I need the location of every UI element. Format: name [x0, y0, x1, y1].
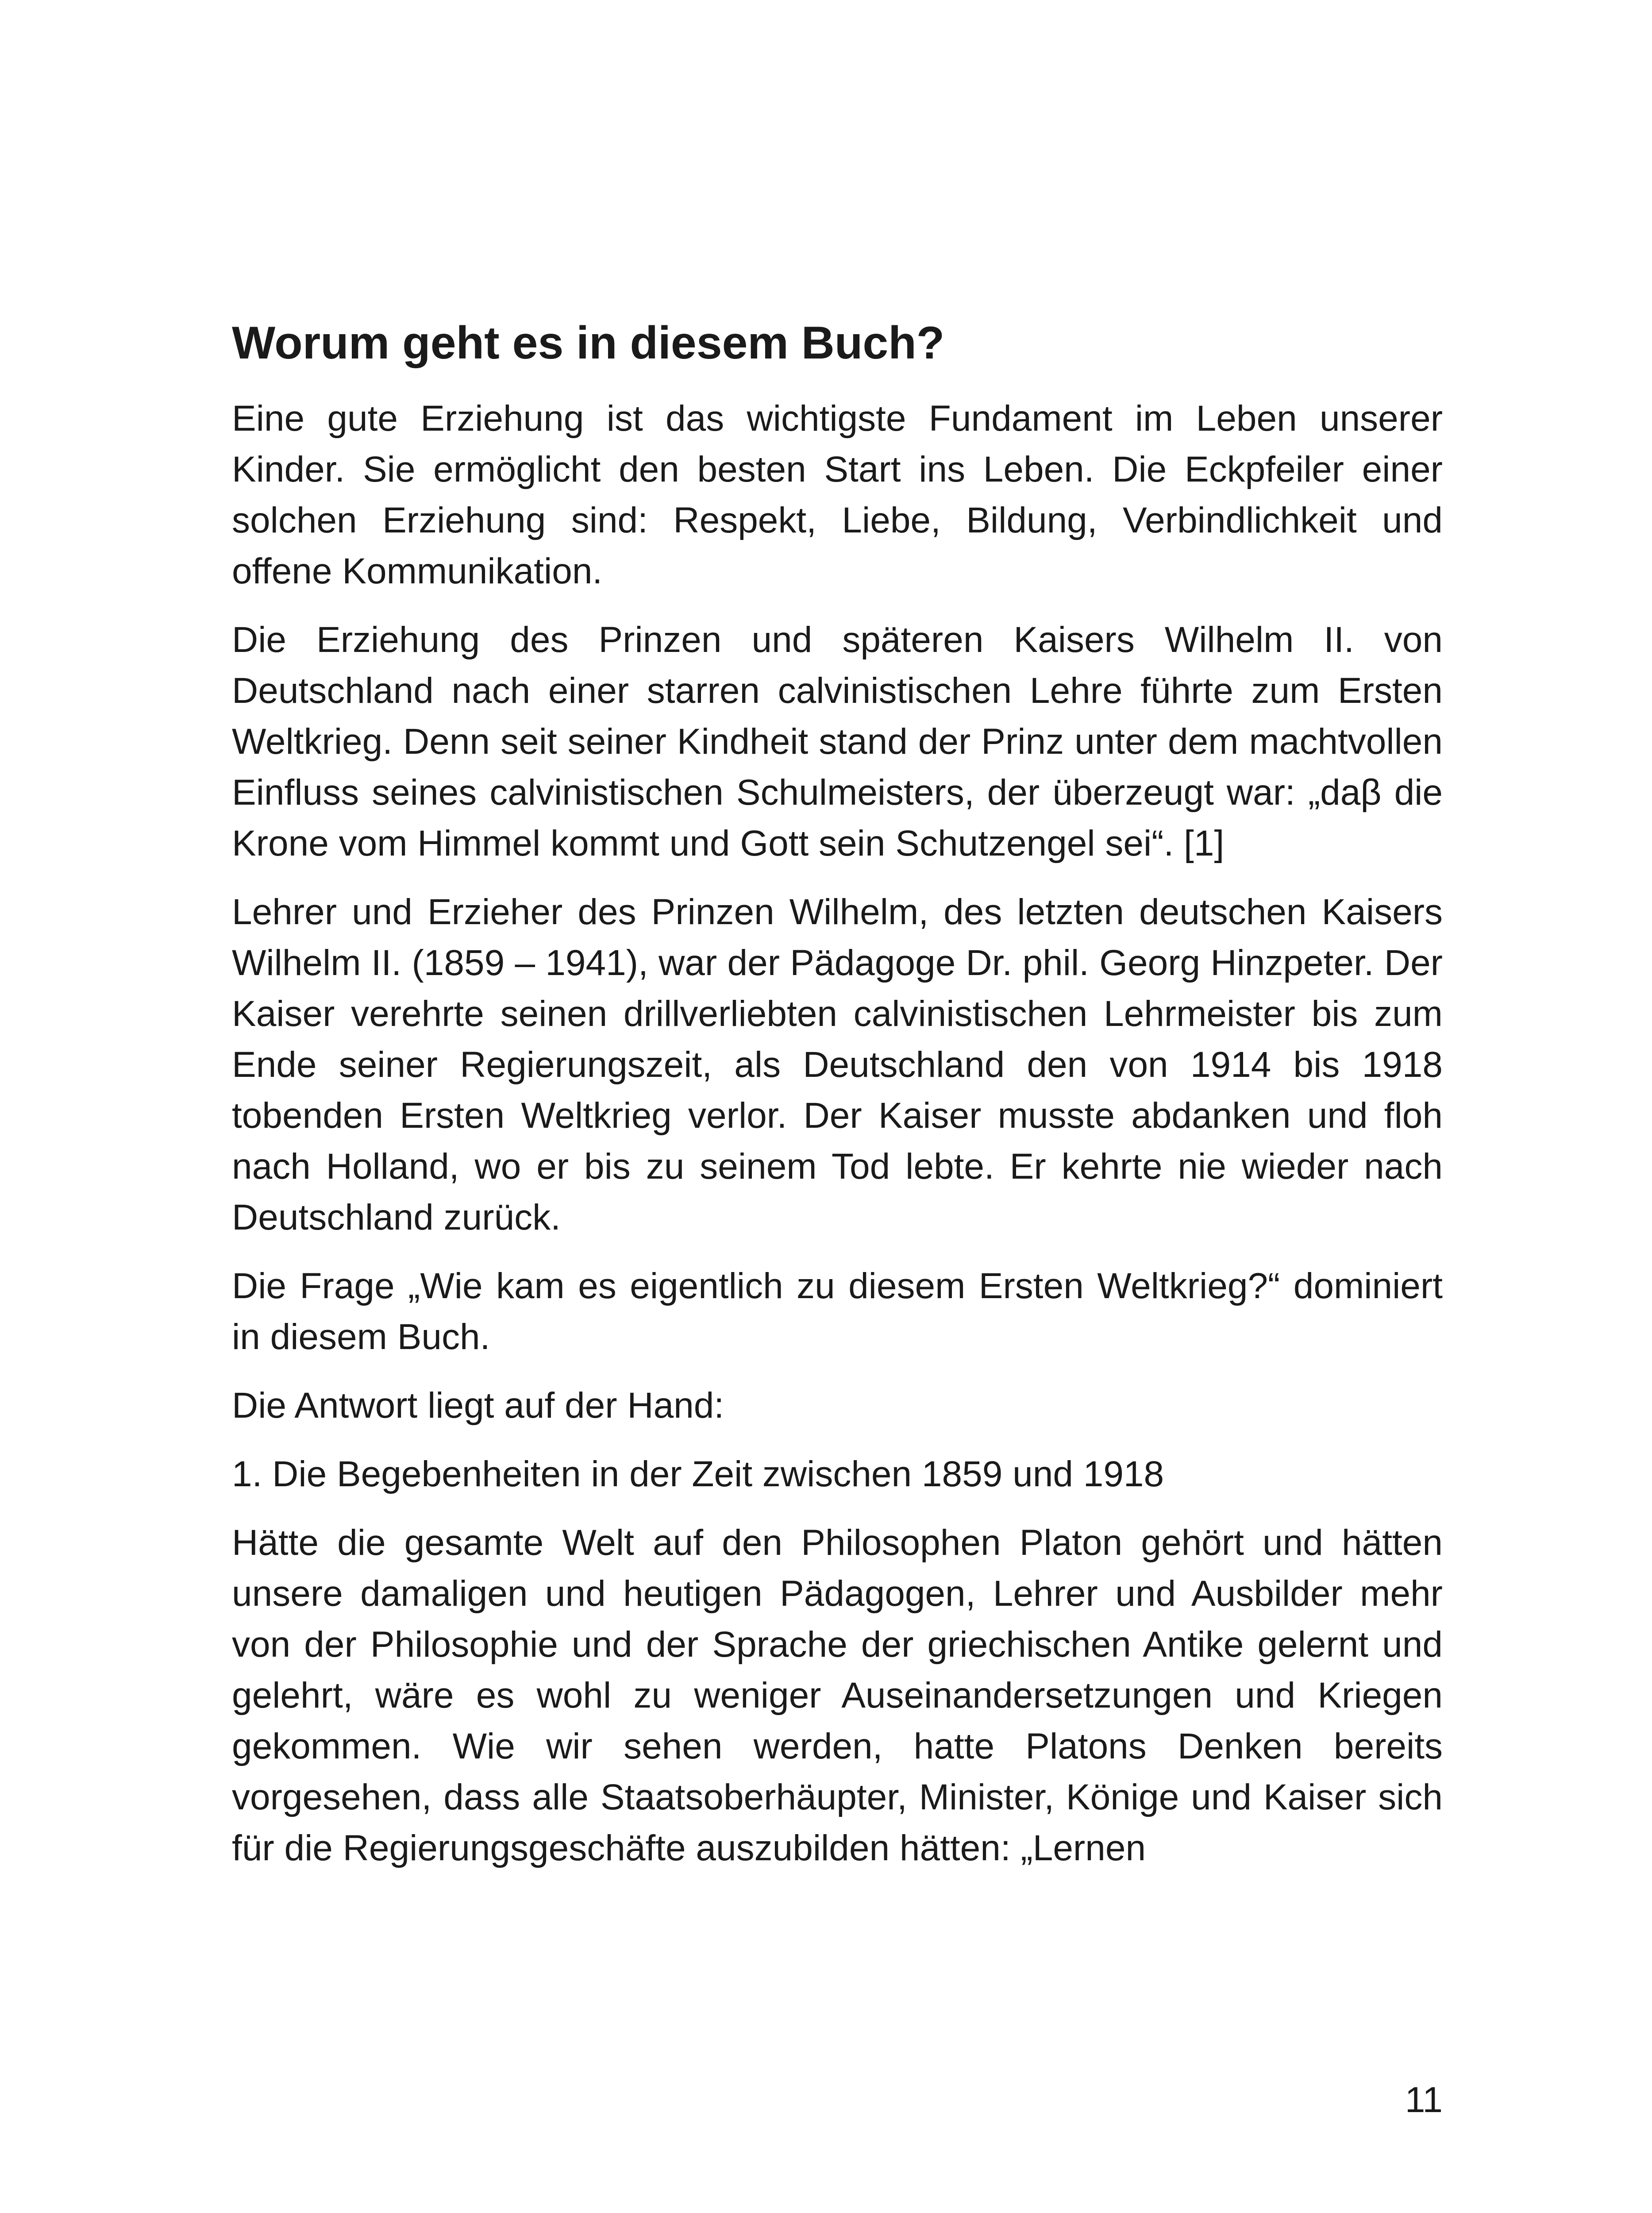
paragraph-teacher: Lehrer und Erzieher des Prinzen Wilhelm, des letzten deutschen Kaisers Wilhelm II. (1859 – 1941), war der Pädagoge Dr. phil. Georg Hinzpeter. Der Kaiser verehrte seinen drillverliebten calvinistischen Lehrmeister bis zum Ende seiner Regierungszeit, als Deutschland den von 1914 bis 1918 tobenden Ersten Weltkrieg verlor. Der Kaiser musste abdanken und floh nach Holland, wo er bis zu seinem Tod lebte. Er kehrte nie wieder nach Deutschland zurück. [232, 892, 1443, 1238]
paragraph-intro: Eine gute Erziehung ist das wichtigste Fundament im Leben unserer Kinder. Sie ermöglicht den besten Start ins Leben. Die Eckpfeiler einer solchen Erziehung sind: Respekt, Liebe, Bildung, Verbindlichkeit und offene Kommunikation. [232, 398, 1443, 591]
chapter-heading: Worum geht es in diesem Buch? [232, 317, 945, 369]
paragraph-upbringing: Die Erziehung des Prinzen und späteren Kaisers Wilhelm II. von Deutschland nach einer starren calvinistischen Lehre führte zum Ersten Weltkrieg. Denn seit seiner Kindheit stand der Prinz unter dem machtvollen Einfluss seines calvinistischen Schulmeisters, der überzeugt war: „daβ die Krone vom Himmel kommt und Gott sein Schutzengel sei“. [1] [232, 620, 1443, 864]
paragraph-answer-intro: Die Antwort liegt auf der Hand: [232, 1385, 724, 1426]
page-number: 11 [1405, 2080, 1443, 2120]
paragraph-platon: Hätte die gesamte Welt auf den Philosophen Platon gehört und hätten unsere damaligen und heutigen Pädagogen, Lehrer und Ausbilder mehr von der Philosophie und der Sprache der griechischen Antike gelernt und gelehrt, wäre es wohl zu weniger Auseinandersetzungen und Kriegen gekommen. Wie wir sehen werden, hatte Platons Denken bereits vorgesehen, dass alle Staatsoberhäupter, Minister, Könige und Kaiser sich für die Regierungsgeschäfte auszubilden hätten: „Lernen [232, 1523, 1443, 1868]
paragraph-question: Die Frage „Wie kam es eigentlich zu diesem Ersten Weltkrieg?“ dominiert in diesem Buch. [232, 1266, 1443, 1357]
list-item-1: 1. Die Begebenheiten in der Zeit zwischen 1859 und 1918 [232, 1454, 1164, 1494]
page-content [232, 314, 1443, 1891]
